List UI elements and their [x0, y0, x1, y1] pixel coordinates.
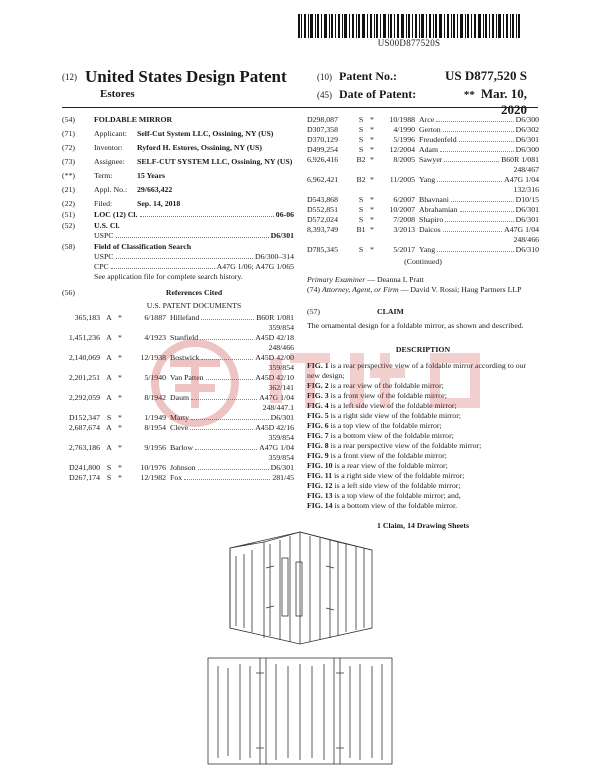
field-label: Filed:: [94, 199, 113, 208]
header-rule: [62, 107, 538, 108]
ref-star: *: [118, 373, 122, 382]
ref-class: B60R 1/081: [256, 313, 294, 322]
figure-description: [307, 461, 539, 471]
refs-heading: References Cited: [165, 288, 223, 297]
field-label: Appl. No.:: [94, 185, 128, 194]
ref-name: Shapiro: [419, 215, 444, 224]
ref-date: 6/2007: [393, 195, 415, 204]
field-code: (56): [62, 288, 75, 297]
ref-name: Stanfield: [170, 333, 199, 342]
ref-name: Hillefand: [170, 313, 200, 322]
ref-date: 7/2008: [393, 215, 415, 224]
ref-class: D6/310: [515, 245, 539, 254]
ref-number: 8,393,749: [307, 225, 339, 234]
claims-sheets-count: 1 Claim, 14 Drawing Sheets: [376, 521, 470, 530]
ref-class: D6/301: [515, 215, 539, 224]
ref-class: B60R 1/081: [501, 155, 539, 164]
ref-kind: S: [106, 463, 112, 472]
reference-class-secondary: 132/316: [513, 185, 539, 194]
claim-heading: [307, 307, 539, 317]
figure-description: [307, 411, 539, 421]
term-value: 15 Years: [137, 171, 166, 180]
ref-class: D6/301: [270, 413, 294, 422]
reference-class-secondary: 359/854: [268, 433, 294, 442]
attorney-label: Attorney, Agent, or Firm: [321, 285, 399, 294]
figure-description: [307, 471, 539, 481]
reference-class-secondary: 359/854: [268, 453, 294, 462]
ref-star: *: [118, 393, 122, 402]
reference-row: [62, 353, 294, 363]
ref-date: 8/1942: [144, 393, 166, 402]
inventor-value: Ryford H. Estores, Ossining, NY (US): [137, 143, 262, 152]
field-code: (21): [62, 185, 75, 194]
ref-star: *: [370, 215, 374, 224]
ref-number: 2,687,674: [68, 423, 100, 432]
date-code: (45): [317, 90, 332, 100]
figure-description: [307, 441, 539, 451]
figure-list: [307, 361, 539, 511]
term-field: [62, 171, 294, 181]
design-title: FOLDABLE MIRROR: [94, 115, 173, 124]
figure-text: is a front view of the foldable mirror;: [328, 451, 447, 460]
applicant-field: [62, 129, 294, 139]
ref-class: A47G 1/04: [504, 225, 539, 234]
ref-class: A47G 1/04: [259, 443, 294, 452]
cpc-label: CPC: [94, 262, 109, 271]
ref-kind: S: [358, 245, 364, 254]
reference-row: [307, 195, 539, 205]
ref-class: 281/45: [272, 473, 294, 482]
reference-row: [307, 155, 539, 165]
field-label: Term:: [94, 171, 113, 180]
field-label: Field of Classification Search: [94, 242, 192, 251]
field-code: (71): [62, 129, 75, 138]
figure-text: is a rear view of the foldable mirror;: [328, 381, 444, 390]
field-label: Assignee:: [94, 157, 125, 166]
left-column: [62, 115, 294, 483]
figure-text: is a left side view of the foldable mirror;: [332, 481, 461, 490]
ref-kind: A: [106, 423, 112, 432]
refs-subheading: U.S. PATENT DOCUMENTS: [146, 301, 242, 310]
ref-class: A45D 42/10: [255, 373, 294, 382]
ref-star: *: [118, 413, 122, 422]
patent-meta: [317, 68, 527, 117]
ref-star: *: [370, 175, 374, 184]
ref-name: Yang: [419, 245, 436, 254]
examiner-value: — Deanna L Pratt: [367, 275, 424, 284]
foldable-mirror-drawing: [200, 528, 400, 773]
ref-star: *: [118, 443, 122, 452]
ref-class: D6/301: [270, 463, 294, 472]
figure-description: [307, 481, 539, 491]
ref-kind: A: [106, 373, 112, 382]
ref-kind: A: [106, 333, 112, 342]
uscl-value: D6/301: [270, 231, 294, 240]
figure-label: FIG. 1: [307, 361, 329, 370]
ref-name: Cleve: [170, 423, 189, 432]
field-code: (22): [62, 199, 75, 208]
reference-class-secondary: 248/467: [513, 165, 539, 174]
figure-label: FIG. 6: [307, 421, 329, 430]
ref-class: A45D 42/16: [255, 423, 294, 432]
appl-field: [62, 185, 294, 195]
ref-date: 5/1940: [144, 373, 166, 382]
reference-row: [307, 145, 539, 155]
figure-description: [307, 381, 539, 391]
figure-description: [307, 431, 539, 441]
ref-kind: A: [106, 443, 112, 452]
reference-row: [307, 125, 539, 135]
attorney-line: [307, 285, 539, 295]
field-code: (54): [62, 115, 75, 124]
ref-date: 11/2005: [389, 175, 415, 184]
ref-date: 1/1949: [144, 413, 166, 422]
ref-star: *: [370, 135, 374, 144]
reference-row: [307, 245, 539, 255]
figure-text: is a bottom view of the foldable mirror;: [328, 431, 454, 440]
figure-label: FIG. 11: [307, 471, 333, 480]
search-cpc-row: [62, 262, 294, 272]
ref-class: D6/302: [515, 125, 539, 134]
ref-date: 5/2017: [393, 245, 415, 254]
search-uspc-value: D6/300–314: [255, 252, 294, 261]
inventor-field: [62, 143, 294, 153]
ref-class: A45D 42/00: [255, 353, 294, 362]
ref-date: 10/2007: [389, 205, 415, 214]
ref-kind: B1: [356, 225, 366, 234]
reference-class-secondary: 362/141: [268, 383, 294, 392]
search-uspc-row: [62, 252, 294, 262]
ref-star: *: [370, 245, 374, 254]
examiner-line: [307, 275, 539, 285]
ref-number: 2,763,186: [68, 443, 100, 452]
reference-row: [307, 225, 539, 235]
ref-star: *: [118, 333, 122, 342]
ref-name: Freudenfeld: [419, 135, 457, 144]
figure-text: is a rear view of the foldable mirror;: [332, 461, 448, 470]
barcode: [298, 14, 520, 38]
ref-star: *: [370, 125, 374, 134]
claim-title: CLAIM: [377, 307, 404, 316]
ref-number: 2,201,251: [68, 373, 100, 382]
description-heading: DESCRIPTION: [395, 345, 451, 354]
figure-label: FIG. 7: [307, 431, 329, 440]
reference-class-secondary: 248/466: [268, 343, 294, 352]
ref-kind: S: [358, 115, 364, 124]
figure-label: FIG. 14: [307, 501, 333, 510]
ref-date: 10/1976: [140, 463, 166, 472]
ref-class: D6/300: [515, 145, 539, 154]
ref-date: 12/1982: [140, 473, 166, 482]
refs-field: [62, 288, 294, 298]
ref-number: D267,174: [69, 473, 100, 482]
ref-class: D10/15: [515, 195, 539, 204]
reference-row: [62, 443, 294, 453]
ref-name: Bostwick: [170, 353, 200, 362]
ref-name: Arce: [419, 115, 435, 124]
reference-row: [62, 333, 294, 343]
ref-star: *: [370, 115, 374, 124]
ref-date: 12/2004: [389, 145, 415, 154]
figure-text: is a bottom view of the foldable mirror.: [332, 501, 458, 510]
reference-row: [62, 373, 294, 383]
ref-number: 6,926,416: [307, 155, 339, 164]
figure-label: FIG. 5: [307, 411, 329, 420]
claim-text: The ornamental design for a foldable mirror, as shown and described.: [307, 321, 524, 330]
reference-row: [62, 423, 294, 433]
ref-star: *: [370, 225, 374, 234]
ref-star: *: [370, 195, 374, 204]
ref-star: *: [118, 353, 122, 362]
ref-date: 8/2005: [393, 155, 415, 164]
ref-number: D241,800: [69, 463, 100, 472]
figure-label: FIG. 8: [307, 441, 329, 450]
right-column: [307, 115, 539, 531]
figure-description: [307, 421, 539, 431]
ref-kind: S: [358, 125, 364, 134]
ref-date: 6/1887: [144, 313, 166, 322]
figure-text: is a rear perspective view of the foldable mirror;: [328, 441, 482, 450]
reference-row: [62, 413, 294, 423]
figure-text: is a top view of the foldable mirror;: [328, 421, 442, 430]
ref-date: 12/1938: [140, 353, 166, 362]
ref-number: D499,254: [307, 145, 338, 154]
figure-label: FIG. 3: [307, 391, 329, 400]
figure-label: FIG. 2: [307, 381, 329, 390]
figure-text: is a top view of the foldable mirror; and,: [332, 491, 461, 500]
ref-name: Yang: [419, 175, 436, 184]
ref-name: Bhavnani: [419, 195, 449, 204]
filed-field: [62, 199, 294, 209]
ref-star: *: [370, 155, 374, 164]
figure-description: [307, 491, 539, 501]
ref-star: *: [370, 205, 374, 214]
reference-row: [62, 473, 294, 483]
ref-number: D307,358: [307, 125, 338, 134]
ref-number: 365,183: [74, 313, 100, 322]
reference-row: [62, 463, 294, 473]
reference-row: [307, 115, 539, 125]
patent-number: US D877,520 S: [445, 68, 527, 83]
field-code: (**): [62, 171, 75, 180]
figure-text: is a right side view of the foldable mirror;: [328, 411, 461, 420]
ref-number: D552,851: [307, 205, 338, 214]
ref-class: D6/301: [515, 135, 539, 144]
ref-number: D572,024: [307, 215, 338, 224]
ref-name: Marty: [170, 413, 190, 422]
ref-name: Daicos: [419, 225, 441, 234]
loc-value: 06-06: [275, 210, 294, 219]
ref-star: *: [118, 473, 122, 482]
ref-class: A47G 1/04: [504, 175, 539, 184]
right-references: [307, 115, 539, 255]
ref-kind: A: [106, 353, 112, 362]
appl-value: 29/663,422: [137, 185, 173, 194]
ref-name: Johnson: [170, 463, 196, 472]
ref-number: D298,087: [307, 115, 338, 124]
reference-row: [307, 205, 539, 215]
ref-number: 2,140,069: [68, 353, 100, 362]
field-code: (51): [62, 210, 75, 219]
ref-kind: B2: [356, 155, 366, 164]
field-code: (58): [62, 242, 75, 251]
ref-kind: S: [358, 215, 364, 224]
field-label: Applicant:: [94, 129, 127, 138]
figure-description: [307, 391, 539, 401]
ref-kind: S: [358, 135, 364, 144]
barcode-number: US00D877520S: [377, 38, 441, 48]
claim-code: (57): [307, 307, 320, 316]
ref-name: Van Patten: [170, 373, 204, 382]
ref-number: 2,292,059: [68, 393, 100, 402]
inventor-short: Estores: [100, 88, 135, 100]
filed-value: Sep. 14, 2018: [137, 199, 181, 208]
applicant-value: Self-Cut System LLC, Ossining, NY (US): [137, 129, 274, 138]
figure-description: [307, 451, 539, 461]
patent-type-title: United States Design Patent: [85, 67, 287, 86]
ref-kind: S: [358, 195, 364, 204]
reference-row: [62, 313, 294, 323]
ref-date: 3/2013: [393, 225, 415, 234]
reference-row: [307, 215, 539, 225]
left-references: [62, 313, 294, 483]
assignee-value: SELF-CUT SYSTEM LLC, Ossining, NY (US): [137, 157, 293, 166]
ref-name: Barlow: [170, 443, 193, 452]
ref-name: Daum: [170, 393, 190, 402]
ref-class: D6/300: [515, 115, 539, 124]
ref-number: D785,345: [307, 245, 338, 254]
ref-kind: S: [358, 145, 364, 154]
figure-text: is a right side view of the foldable mirror;: [332, 471, 465, 480]
ref-number: D370,129: [307, 135, 338, 144]
ref-number: 1,451,236: [68, 333, 100, 342]
figure-label: FIG. 13: [307, 491, 333, 500]
search-cpc-value: A47G 1/06; A47G 1/065: [216, 262, 294, 271]
attorney-code: (74): [307, 285, 320, 294]
reference-row: [307, 175, 539, 185]
figure-label: FIG. 12: [307, 481, 333, 490]
figure-description: [307, 501, 539, 511]
figure-label: FIG. 9: [307, 451, 329, 460]
ref-date: 4/1990: [393, 125, 415, 134]
ref-star: *: [118, 313, 122, 322]
date-value: Mar. 10, 2020: [480, 86, 527, 117]
field-code: (72): [62, 143, 75, 152]
ref-number: D152,347: [69, 413, 100, 422]
date-stars: **: [463, 89, 475, 101]
ref-kind: S: [106, 413, 112, 422]
ref-class: D6/301: [515, 205, 539, 214]
reference-class-secondary: 359/854: [268, 363, 294, 372]
ref-class: A47G 1/04: [259, 393, 294, 402]
ref-name: Fox: [170, 473, 183, 482]
ref-date: 10/1988: [389, 115, 415, 124]
uspc-label: USPC: [94, 252, 114, 261]
ref-class: A45D 42/18: [255, 333, 294, 342]
ref-date: 9/1956: [144, 443, 166, 452]
figure-text: is a rear perspective view of a foldable mirror according to our new design;: [307, 361, 527, 380]
ref-name: Abrahamian: [419, 205, 458, 214]
patent-no-label: Patent No.:: [339, 69, 397, 83]
ref-name: Sawyer: [419, 155, 443, 164]
ref-date: 4/1923: [144, 333, 166, 342]
uspc-label: USPC: [94, 231, 114, 240]
figure-text: is a left side view of the foldable mirror;: [328, 401, 457, 410]
examiner-label: Primary Examiner: [307, 275, 366, 284]
figure-description: [307, 361, 539, 381]
field-code: (73): [62, 157, 75, 166]
figure-label: FIG. 4: [307, 401, 329, 410]
uscl-uspc-row: [62, 231, 294, 241]
loc-field: [62, 210, 294, 220]
ref-number: D543,868: [307, 195, 338, 204]
ref-date: 5/1996: [393, 135, 415, 144]
date-row: [317, 86, 527, 117]
figure-text: is a front view of the foldable mirror;: [328, 391, 447, 400]
ref-kind: A: [106, 313, 112, 322]
ref-star: *: [118, 463, 122, 472]
field-code: (52): [62, 221, 75, 230]
reference-row: [307, 135, 539, 145]
assignee-field: [62, 157, 294, 167]
field-label: Inventor:: [94, 143, 123, 152]
field-label: LOC (12) Cl.: [94, 210, 138, 219]
ref-kind: A: [106, 393, 112, 402]
reference-class-secondary: 359/854: [268, 323, 294, 332]
figure-description: [307, 401, 539, 411]
ref-star: *: [118, 423, 122, 432]
figure-label: FIG. 10: [307, 461, 333, 470]
search-note: See application file for complete search history.: [94, 272, 243, 281]
patent-type-heading: [62, 67, 287, 87]
search-field: [62, 242, 294, 252]
ref-date: 8/1954: [144, 423, 166, 432]
ref-name: Adam: [419, 145, 439, 154]
reference-class-secondary: 248/466: [513, 235, 539, 244]
continued-note: (Continued): [404, 257, 442, 266]
reference-class-secondary: 248/447.1: [262, 403, 294, 412]
ref-kind: S: [106, 473, 112, 482]
title-field: [62, 115, 294, 125]
ref-star: *: [370, 145, 374, 154]
attorney-value: — David V. Rossi; Haug Partners LLP: [400, 285, 522, 294]
type-code: (12): [62, 72, 77, 82]
ref-kind: B2: [356, 175, 366, 184]
field-label: U.S. Cl.: [94, 221, 120, 230]
reference-row: [62, 393, 294, 403]
ref-name: Gerton: [419, 125, 441, 134]
uscl-field: [62, 221, 294, 231]
patent-number-row: [317, 68, 527, 86]
date-label: Date of Patent:: [339, 87, 417, 101]
ref-number: 6,962,421: [307, 175, 339, 184]
patent-no-code: (10): [317, 72, 332, 82]
ref-kind: S: [358, 205, 364, 214]
